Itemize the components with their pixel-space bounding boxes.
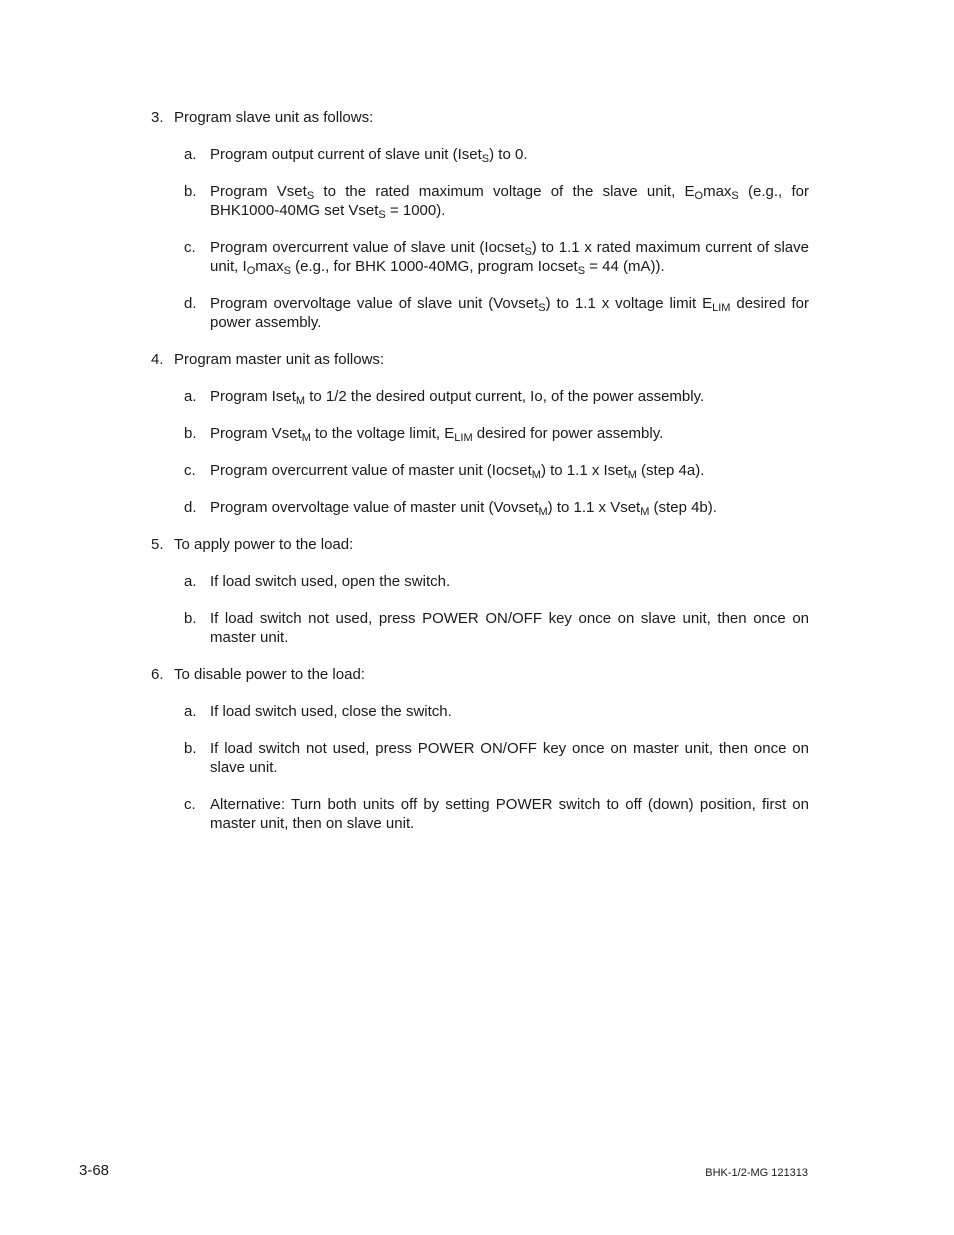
substep-letter: b. bbox=[184, 610, 197, 627]
step-text: Program slave unit as follows: bbox=[174, 109, 374, 126]
text-run: ) to 1.1 x voltage limit E bbox=[545, 295, 713, 312]
subscript: O bbox=[246, 265, 256, 277]
substep-text bbox=[210, 146, 528, 163]
text-run: If load switch not used, press POWER ON/OFF key once on slave unit, then once on master unit. bbox=[210, 610, 809, 646]
subscript: M bbox=[640, 506, 650, 518]
text-run: Program overcurrent value of slave unit (Iocset bbox=[210, 239, 525, 256]
text-run: If load switch not used, press POWER ON/OFF key once on master unit, then once on slave unit. bbox=[210, 740, 809, 776]
substep-letter: b. bbox=[184, 425, 197, 442]
substep bbox=[174, 795, 809, 833]
subscript: S bbox=[577, 265, 586, 277]
substep-letter: b. bbox=[184, 740, 197, 757]
substep-letter: d. bbox=[184, 295, 197, 312]
substep bbox=[174, 498, 809, 517]
substep-list bbox=[174, 572, 809, 647]
substep-text bbox=[210, 425, 663, 442]
substep bbox=[174, 609, 809, 647]
procedure-step bbox=[151, 108, 809, 332]
subscript: LIM bbox=[712, 302, 731, 314]
step-number: 3. bbox=[151, 109, 164, 126]
text-run: = 1000). bbox=[385, 202, 446, 219]
substep-letter: a. bbox=[184, 146, 197, 163]
substep-letter: d. bbox=[184, 499, 197, 516]
substep-text bbox=[210, 239, 809, 275]
text-run: ) to 1.1 x rated maximum current of slave unit, I bbox=[210, 239, 809, 275]
text-run: desired for power assembly. bbox=[472, 425, 664, 442]
text-run: Program output current of slave unit (Iset bbox=[210, 146, 482, 163]
step-number: 4. bbox=[151, 351, 164, 368]
subscript: S bbox=[481, 153, 490, 165]
substep bbox=[174, 739, 809, 777]
substep bbox=[174, 182, 809, 220]
text-run: (step 4a). bbox=[636, 462, 705, 479]
subscript: S bbox=[306, 190, 315, 202]
page-number: 3-68 bbox=[79, 1162, 110, 1179]
substep-letter: a. bbox=[184, 573, 197, 590]
text-run: = 44 (mA)). bbox=[585, 258, 665, 275]
procedure-step bbox=[151, 535, 809, 647]
substep-list bbox=[174, 387, 809, 517]
text-run: Program overcurrent value of master unit (Iocset bbox=[210, 462, 532, 479]
subscript: S bbox=[378, 209, 386, 221]
subscript: O bbox=[694, 190, 704, 202]
text-run: Program Vset bbox=[210, 183, 307, 200]
subscript: M bbox=[627, 469, 637, 481]
subscript: S bbox=[283, 265, 291, 277]
substep bbox=[174, 294, 809, 332]
substep-text bbox=[210, 183, 809, 219]
text-run: Alternative: Turn both units off by setting POWER switch to off (down) position, first on master unit, then on slave unit. bbox=[210, 796, 809, 832]
text-run: (e.g., for BHK1000-40MG set Vset bbox=[210, 183, 809, 219]
subscript: S bbox=[524, 246, 532, 258]
substep bbox=[174, 424, 809, 443]
subscript: M bbox=[295, 395, 306, 407]
step-text: Program master unit as follows: bbox=[174, 351, 385, 368]
subscript: M bbox=[301, 432, 311, 444]
substep-text bbox=[210, 462, 704, 479]
text-run: ) to 0. bbox=[489, 146, 528, 163]
step-number: 5. bbox=[151, 536, 164, 553]
text-run: Program overvoltage value of master unit (Vovset bbox=[210, 499, 539, 516]
text-run: ) to 1.1 x Iset bbox=[540, 462, 628, 479]
text-run: Program Vset bbox=[210, 425, 302, 442]
substep-text bbox=[210, 388, 704, 405]
step-text: To disable power to the load: bbox=[174, 666, 365, 683]
text-run: Program overvoltage value of slave unit (Vovset bbox=[210, 295, 539, 312]
text-run: to the voltage limit, E bbox=[310, 425, 455, 442]
substep-text bbox=[210, 499, 717, 516]
text-run: to 1/2 the desired output current, Io, of the power assembly. bbox=[305, 388, 705, 405]
text-run: max bbox=[703, 183, 732, 200]
subscript: LIM bbox=[454, 432, 473, 444]
substep-text bbox=[210, 740, 809, 776]
subscript: M bbox=[531, 469, 541, 481]
procedure-step bbox=[151, 665, 809, 833]
text-run: Program Iset bbox=[210, 388, 296, 405]
substep-letter: c. bbox=[184, 796, 196, 813]
substep-letter: a. bbox=[184, 703, 197, 720]
substep-list bbox=[174, 145, 809, 332]
substep bbox=[174, 702, 809, 721]
substep-letter: b. bbox=[184, 183, 197, 200]
substep bbox=[174, 461, 809, 480]
substep-text bbox=[210, 573, 450, 590]
substep-text bbox=[210, 796, 809, 832]
subscript: S bbox=[731, 190, 739, 202]
text-run: desired for power assembly. bbox=[210, 295, 809, 331]
text-run: (e.g., for BHK 1000-40MG, program Iocset bbox=[290, 258, 578, 275]
text-run: (step 4b). bbox=[649, 499, 717, 516]
step-number: 6. bbox=[151, 666, 164, 683]
subscript: M bbox=[538, 506, 548, 518]
substep-letter: c. bbox=[184, 462, 196, 479]
procedure-step bbox=[151, 350, 809, 517]
procedure-content bbox=[151, 108, 809, 851]
text-run: max bbox=[255, 258, 284, 275]
substep-text bbox=[210, 703, 452, 720]
text-run: If load switch used, open the switch. bbox=[210, 573, 451, 590]
substep-list bbox=[174, 702, 809, 833]
text-run: ) to 1.1 x Vset bbox=[547, 499, 641, 516]
substep-text bbox=[210, 610, 809, 646]
step-text: To apply power to the load: bbox=[174, 536, 354, 553]
substep bbox=[174, 238, 809, 276]
substep bbox=[174, 387, 809, 406]
text-run: If load switch used, close the switch. bbox=[210, 703, 452, 720]
substep-letter: a. bbox=[184, 388, 197, 405]
subscript: S bbox=[538, 302, 546, 314]
substep bbox=[174, 572, 809, 591]
text-run: to the rated maximum voltage of the slave unit, E bbox=[314, 183, 695, 200]
substep-letter: c. bbox=[184, 239, 196, 256]
substep-text bbox=[210, 295, 809, 331]
substep bbox=[174, 145, 809, 164]
document-id: BHK-1/2-MG 121313 bbox=[705, 1167, 808, 1179]
